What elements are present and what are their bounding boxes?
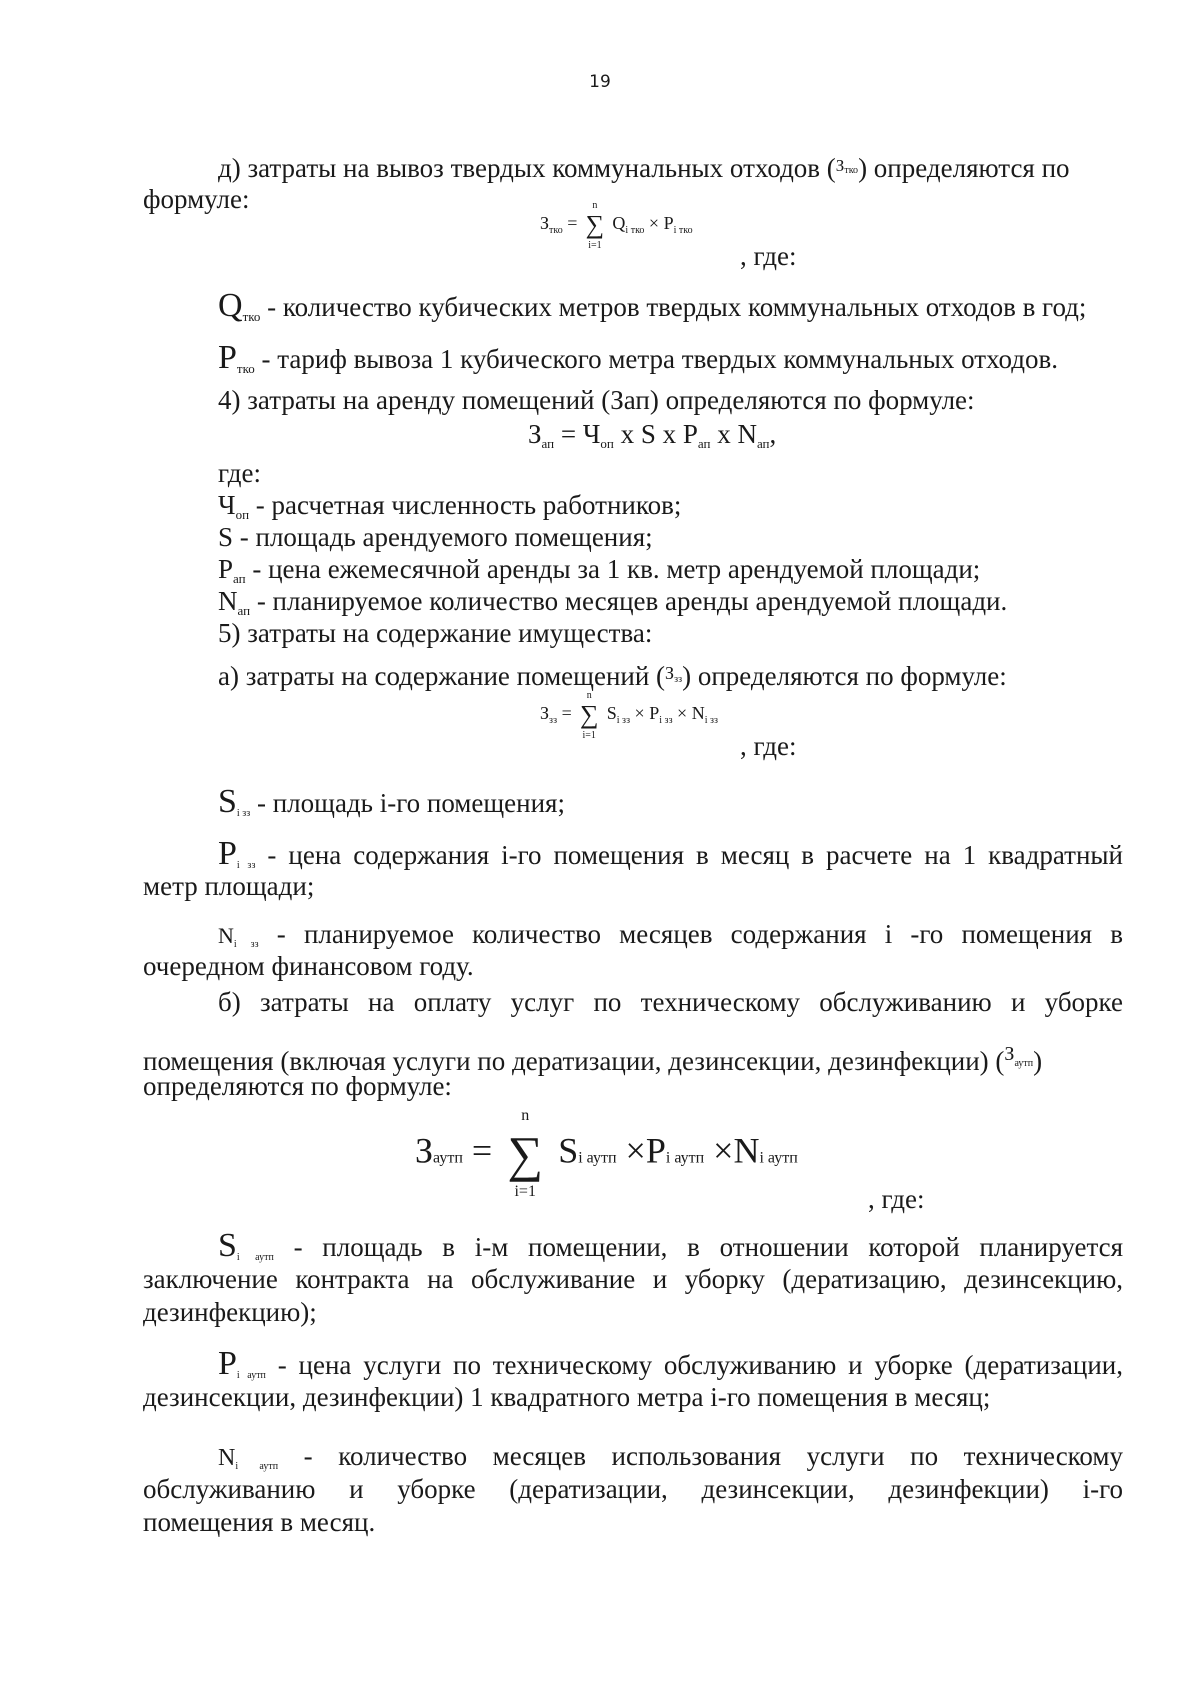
f-e: , <box>769 419 777 449</box>
f-lhs-sub: зз <box>549 715 558 727</box>
f-a-sub: ап <box>541 436 555 451</box>
page-number: 19 <box>589 72 611 92</box>
f-times: × <box>648 213 660 234</box>
symbol-sub: i аутп <box>235 1461 279 1472</box>
symbol: N <box>218 586 238 616</box>
symbol-sub: тко <box>242 309 261 324</box>
f-c-sub: ап <box>697 436 711 451</box>
def-n-izz-cont: очередном финансовом году. <box>143 951 474 981</box>
paragraph-a <box>218 657 1007 696</box>
f-p: P <box>663 213 674 234</box>
text: - цена ежемесячной аренды за 1 кв. метр арендуемой площади; <box>245 554 981 584</box>
formula-tko-tail: , где: <box>740 241 797 271</box>
formula-zz-tail: , где: <box>740 731 797 761</box>
f-s-sub: i зз <box>616 715 631 727</box>
text: - количество месяцев использования услуги по техническому <box>278 1441 1123 1471</box>
formula-autp <box>415 1107 798 1200</box>
text: ) определяются по <box>858 153 1070 183</box>
text: - планируемое количество месяцев аренды арендуемой площади. <box>250 586 1008 616</box>
symbol-sub: i аутп <box>236 1370 266 1381</box>
paragraph-b-line1: б) затраты на оплату услуг по техническому обслуживанию и уборке <box>218 987 1123 1017</box>
symbol: P <box>218 1345 237 1382</box>
def-p-izz-cont: метр площади; <box>143 871 315 901</box>
sum-symbol: ∑ <box>585 210 605 239</box>
text: - количество кубических метров твердых коммунальных отходов в год; <box>260 292 1087 322</box>
formula-zap <box>528 418 776 460</box>
f-lhs-sub: аутп <box>433 1149 463 1167</box>
f-eq: = <box>561 703 572 724</box>
text: а) затраты на содержание помещений ( <box>218 661 666 691</box>
f-lhs: З <box>415 1130 434 1171</box>
symbol-sub: тко <box>844 165 859 176</box>
f-p-sub: i зз <box>659 715 673 727</box>
f-lhs-sub: тко <box>549 225 563 237</box>
f-p-sub: i аутп <box>665 1149 705 1167</box>
where-label: где: <box>218 458 261 488</box>
f-q-sub: i тко <box>625 225 645 237</box>
def-n-iautp-cont1: обслуживанию и уборке (дератизации, дезинсекции, дезинфекции) i-го <box>143 1474 1123 1504</box>
sum-sign <box>501 1107 549 1200</box>
symbol-sub: i зз <box>236 808 251 819</box>
symbol: Ч <box>218 490 236 520</box>
sum-lower: i=1 <box>582 730 596 741</box>
def-p-izz <box>218 835 1123 882</box>
text: д) затраты на вывоз твердых коммунальных отходов ( <box>218 153 836 183</box>
def-s-iautp-cont2: дезинфекцию); <box>143 1297 317 1327</box>
f-eq: = <box>567 213 578 234</box>
f-p: P <box>645 1130 666 1171</box>
paragraph-4: 4) затраты на аренду помещений (Зап) определяются по формуле: <box>218 385 975 415</box>
f-b: = Ч <box>554 419 601 449</box>
symbol-sub: аутп <box>1014 1058 1034 1069</box>
symbol: З <box>1004 1043 1015 1065</box>
f-n-sub: i аутп <box>759 1149 798 1167</box>
symbol-sub: ап <box>233 571 246 586</box>
f-p-sub: i тко <box>673 225 693 237</box>
f-lhs: З <box>540 213 550 234</box>
formula-zz <box>540 690 718 741</box>
sum-upper: n <box>521 1107 530 1124</box>
text: - расчетная численность работников; <box>249 490 682 520</box>
paragraph-5: 5) затраты на содержание имущества: <box>218 618 653 648</box>
text: ) <box>1033 1046 1043 1076</box>
def-q-tko <box>218 287 1087 333</box>
text: - планируемое количество месяцев содержания i -го помещения в <box>258 919 1123 949</box>
def-p-tko <box>218 339 1059 385</box>
f-n: N <box>733 1130 760 1171</box>
symbol: S <box>218 1227 237 1264</box>
f-c: x S x P <box>613 419 698 449</box>
formula-tko <box>540 200 693 251</box>
f-s: S <box>606 703 617 724</box>
f-d: x N <box>710 419 757 449</box>
formula-autp-tail: , где: <box>868 1184 925 1214</box>
sum-upper: n <box>586 690 592 701</box>
text: - цена содержания i-го помещения в месяц в расчете на 1 квадратный <box>255 840 1123 870</box>
def-p-iautp-cont: дезинсекции, дезинфекции) 1 квадратного метра i-го помещения в месяц; <box>143 1382 991 1412</box>
text: - тариф вывоза 1 кубического метра твердых коммунальных отходов. <box>254 344 1059 374</box>
sum-upper: n <box>592 200 598 211</box>
f-b-sub: оп <box>600 436 614 451</box>
f-times: × <box>625 1130 646 1171</box>
def-n-iautp-cont2: помещения в месяц. <box>143 1507 376 1537</box>
sum-symbol: ∑ <box>507 1126 544 1182</box>
f-lhs: З <box>540 703 550 724</box>
sum-sign <box>582 200 608 251</box>
f-p: P <box>649 703 660 724</box>
text: - площадь i-го помещения; <box>250 788 565 818</box>
symbol: З <box>665 663 675 683</box>
symbol: N <box>218 923 234 948</box>
def-s-izz <box>218 783 565 830</box>
sum-sign <box>576 690 602 741</box>
f-q: Q <box>612 213 626 234</box>
symbol-sub: тко <box>236 361 255 376</box>
symbol-sub: i зз <box>233 939 259 950</box>
symbol: P <box>218 339 237 376</box>
def-s-iautp-cont1: заключение контракта на обслуживание и уборку (дератизацию, дезинсекцию, <box>143 1264 1123 1294</box>
f-n: N <box>691 703 705 724</box>
f-s: S <box>558 1130 579 1171</box>
sum-lower: i=1 <box>588 240 602 251</box>
f-times: × <box>677 703 688 724</box>
text: ) определяются по формуле: <box>682 661 1007 691</box>
f-times: × <box>634 703 645 724</box>
paragraph-d-line1 <box>218 150 1070 187</box>
f-eq: = <box>471 1130 493 1171</box>
text: - площадь в i-м помещении, в отношении которой планируется <box>273 1232 1123 1262</box>
sum-lower: i=1 <box>514 1183 536 1200</box>
symbol: Р <box>218 554 234 584</box>
text: помещения (включая услуги по дератизации, дезинсекции, дезинфекции) ( <box>143 1046 1005 1076</box>
symbol-sub: зз <box>674 674 683 685</box>
def-s: S - площадь арендуемого помещения; <box>218 522 653 552</box>
symbol-sub: i аутп <box>236 1252 274 1263</box>
symbol: N <box>218 1445 236 1471</box>
text: - цена услуги по техническому обслуживанию и уборке (дератизации, <box>265 1350 1123 1380</box>
symbol-sub: оп <box>235 507 250 522</box>
symbol-sub: ап <box>237 603 251 618</box>
symbol: P <box>218 835 237 872</box>
f-times: × <box>713 1130 734 1171</box>
paragraph-d-line2: формуле: <box>143 184 250 214</box>
f-s-sub: i аутп <box>578 1149 617 1167</box>
symbol-sub: i зз <box>236 860 256 871</box>
f-n-sub: i зз <box>704 715 718 727</box>
symbol: S <box>218 783 237 820</box>
paragraph-b-line3: определяются по формуле: <box>143 1071 452 1101</box>
symbol: З <box>835 156 845 175</box>
f-a: З <box>528 419 542 449</box>
symbol: Q <box>218 287 243 324</box>
f-d-sub: ап <box>756 436 770 451</box>
sum-symbol: ∑ <box>579 700 599 729</box>
